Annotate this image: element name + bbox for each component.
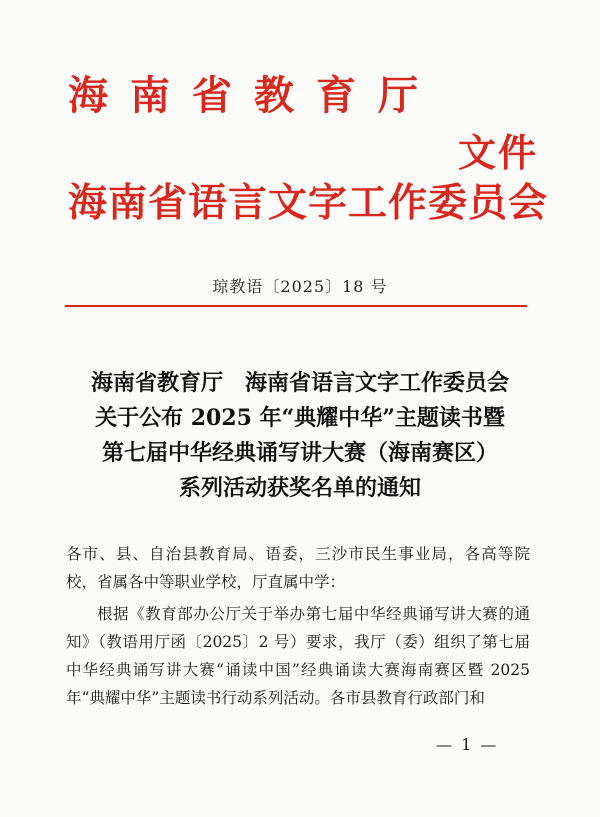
body-paragraph: 根据《教育部办公厅关于举办第七届中华经典诵写讲大赛的通知》（教语用厅函〔2025〕2 号）要求，我厅（委）组织了第七届中华经典诵写讲大赛“诵读中国”经典诵读大赛海南赛区暨 2025 年“典耀中华”主题读书行动系列活动。各市县教育行政部门和 (66, 605, 530, 707)
title-line: 系列活动获奖名单的通知 (178, 475, 421, 501)
title-line: 海南省教育厅 海南省语言文字工作委员会 (90, 370, 509, 396)
salutation-recipients: 各市、县、自治县教育局、语委，三沙市民生事业局，各高等院校，省属各中等职业学校，厅直属中学： (66, 545, 530, 591)
document-title (0, 366, 600, 506)
document-type-label: 文件 (458, 130, 539, 175)
issuer-name-education-department: 海南省教育厅 (68, 72, 440, 119)
issuer-name-language-committee: 海南省语言文字工作委员会 (68, 180, 549, 226)
document-number: 琼教语〔2025〕18 号 (212, 277, 388, 296)
title-line: 关于公布 2025 年“典耀中华”主题读书暨 (95, 405, 505, 431)
title-line: 第七届中华经典诵写讲大赛（海南赛区） (101, 440, 498, 466)
page-number: — 1 — (436, 735, 499, 754)
red-divider-line (65, 305, 527, 307)
